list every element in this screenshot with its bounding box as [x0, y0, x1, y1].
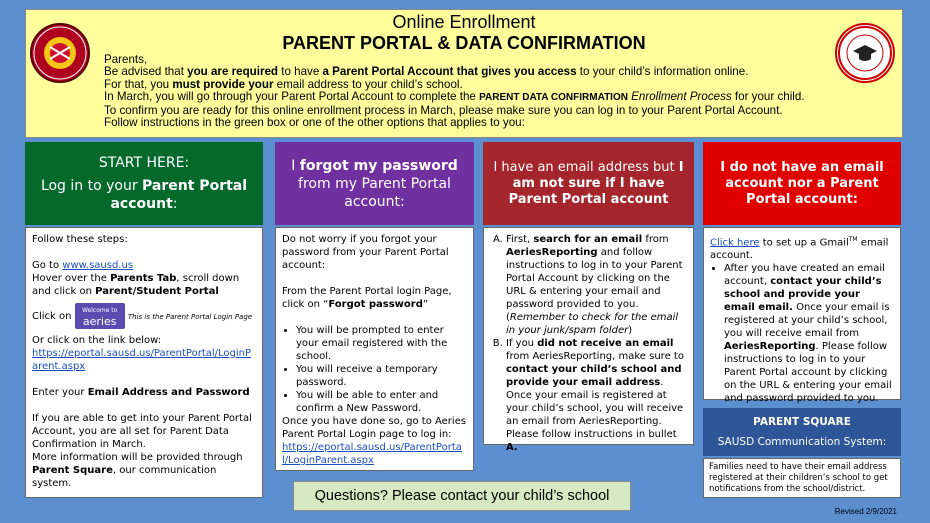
- not-sure-header: I have an email address but I am not sure if I have Parent Portal account: [483, 142, 694, 225]
- start-here-steps: Follow these steps: Go to www.sausd.us Hover over the Parents Tab, scroll down and click on Parent/Student Portal Click on Welcome to aeries Parent Portal This is the Parent Portal Login Page Or click on the link below: https://eportal.sausd.us/ParentPortal/LoginParent.aspx Enter your Email Address and Password If you are able to get into your Parent Portal Account, you are all set for Parent Data Confirmation in March. More information will be provided through Parent Square, our communication system.: [25, 227, 263, 498]
- intro-line-4: In March, you will go through your Parent Portal Account to complete the PARENT DATA CONFIRMATION Enrollment Process for your child.: [104, 90, 805, 104]
- list-item: A. First, search for an email from AeriesReporting and follow instructions to log in to your Parent Portal Account by clicking on the URL & entering your email and password provided to you. (Remember to check for the email in your junk/spam folder): [506, 233, 687, 337]
- portal-login-link[interactable]: https://eportal.sausd.us/ParentPortal/LoginParent.aspx: [282, 442, 462, 466]
- questions-banner: Questions? Please contact your child’s school: [293, 481, 631, 511]
- parent-square-header: PARENT SQUARE SAUSD Communication System:: [703, 408, 901, 456]
- list-item: • You will be prompted to enter your email registered with the school.: [296, 324, 467, 363]
- list-item: B. If you did not receive an email from AeriesReporting, make sure to contact your child’s school and provide your email address. Once your email is registered at your child’s school, you will receive an email from AeriesReporting. Please follow instructions in bullet A.: [506, 337, 687, 454]
- gmail-setup-link[interactable]: Click here: [710, 237, 760, 249]
- forgot-password-header: I forgot my password from my Parent Portal account:: [275, 142, 474, 225]
- revised-date: Revised 2/9/2021: [834, 507, 897, 516]
- intro-line-2: Be advised that you are required to have a Parent Portal Account that gives you access to your child’s information online.: [104, 65, 749, 79]
- aeries-portal-button[interactable]: Welcome to aeries Parent Portal: [75, 303, 125, 329]
- list-item: • You will be able to enter and confirm a New Password.: [296, 389, 467, 415]
- parent-square-info: Families need to have their email address registered at their children’s school to get notifications from the school/district.: [703, 458, 901, 498]
- not-sure-steps: [483, 227, 694, 453]
- intro-line-3: For that, you must provide your email address to your child’s school.: [104, 77, 463, 91]
- no-email-header: I do not have an email account nor a Parent Portal account:: [703, 142, 901, 225]
- sausd-link[interactable]: www.sausd.us: [62, 260, 134, 271]
- intro-line-1: Parents,: [104, 53, 148, 66]
- intro-line-6: Follow instructions in the green box or one of the other options that applies to you:: [104, 116, 525, 130]
- header-banner: [25, 9, 903, 138]
- forgot-password-steps: Do not worry if you forgot your password from your Parent Portal account: From the Parent Portal login Page, click on “Forgot password” • You will be prompted to enter your email registered with the school. • You will receive a temporary password. • You will be able to enter and confirm a New Password. Once you have done so, go to Aeries Parent Portal Login page to log in: https://eportal.sausd.us/ParentPortal/LoginParent.aspx: [275, 227, 474, 471]
- intro-text: [104, 54, 864, 129]
- start-here-header: START HERE: Log in to your Parent Portal account:: [25, 142, 263, 225]
- page-title: Online Enrollment: [392, 12, 536, 32]
- page-subtitle: PARENT PORTAL & DATA CONFIRMATION: [282, 33, 646, 53]
- portal-login-link[interactable]: https://eportal.sausd.us/ParentPortal/LoginParent.aspx: [32, 348, 252, 372]
- list-item: • You will receive a temporary password.: [296, 363, 467, 389]
- intro-line-5: To confirm you are ready for this online enrollment process in March, please make sure you can log in to your Parent Portal Account.: [104, 103, 783, 117]
- list-item: • After you have created an email account, contact your child’s school and provide your email email. Once your email is registered at your child’s school, you will receive email from AeriesReporting. Please follow instructions to log in to your Parent Portal account by clicking on the URL & entering your email and password provided to you.: [724, 262, 894, 405]
- no-email-steps: Click here to set up a Gmail™ email account. • After you have created an email account, contact your child’s school and provide your email email. Once your email is registered at your child’s school, you will receive email from AeriesReporting. Please follow instructions to log in to your Parent Portal account by clicking on the URL & entering your email and password provided to you.: [703, 227, 901, 400]
